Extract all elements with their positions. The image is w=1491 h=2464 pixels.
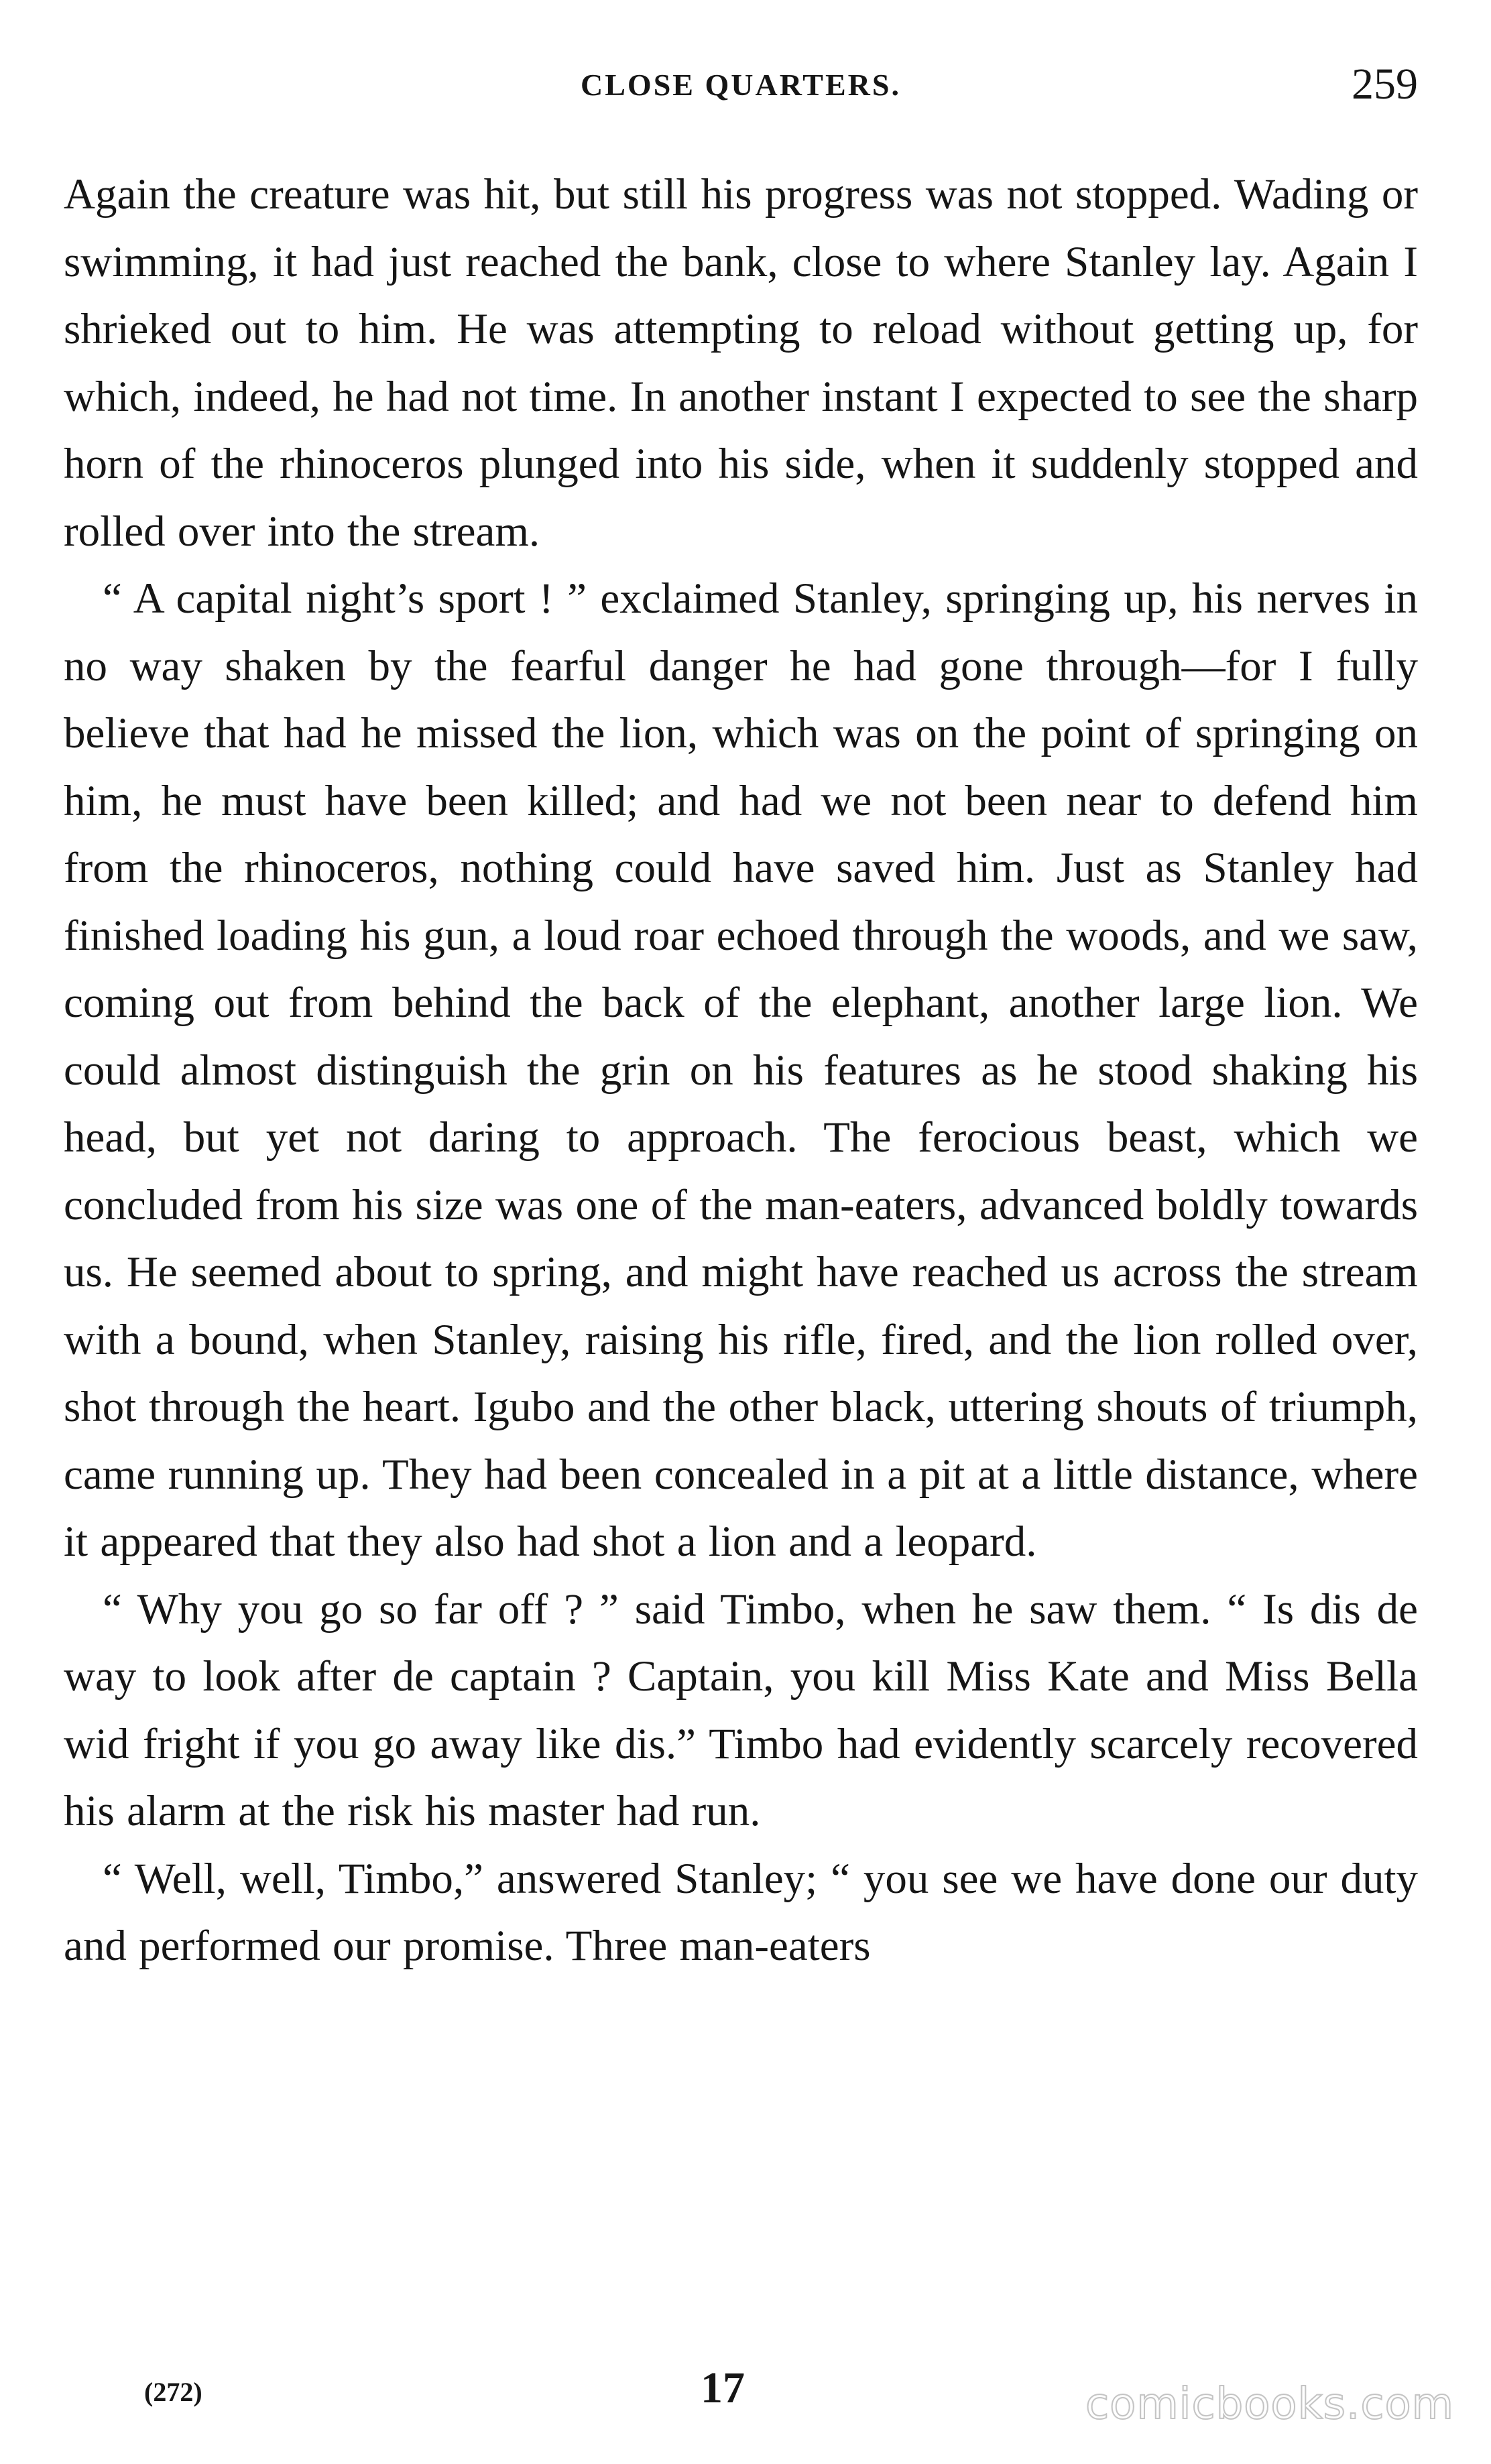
printer-signature-mark: (272) [144,2377,202,2407]
body-text [64,161,1418,1980]
running-title: CLOSE QUARTERS. [581,68,901,102]
watermark-logo: comicbooks.com [1085,2380,1454,2429]
page-number: 259 [1352,60,1418,109]
paragraph-1: Again the creature was hit, but still his progress was not stopped. Wading or swimming, it had just reached the bank, close to where Stanley lay. Again I shrieked out to him. He was attempting to reload without getting up, for which, indeed, he had not time. In another instant I expected to see the sharp horn of the rhinoceros plunged into his side, when it suddenly stopped and rolled over into the stream. [64,170,1418,556]
paragraph-2: “ A capital night’s sport ! ” exclaimed Stanley, springing up, his nerves in no way shaken by the fearful danger he had gone through—for I fully believe that had he missed the lion, which was on the point of springing on him, he must have been killed; and had we not been near to defend him from the rhinoceros, nothing could have saved him. Just as Stanley had finished loading his gun, a loud roar echoed through the woods, and we saw, coming out from behind the back of the elephant, another large lion. We could almost distinguish the grin on his features as he stood shaking his head, but yet not daring to approach. The ferocious beast, which we concluded from his size was one of the man-eaters, advanced boldly towards us. He seemed about to spring, and might have reached us across the stream with a bound, when Stanley, raising his rifle, fired, and the lion rolled over, shot through the heart. Igubo and the other black, uttering shouts of triumph, came running up. They had been concealed in a pit at a little distance, where it appeared that they also had shot a lion and a leopard. [64,574,1418,1566]
paragraph-4: “ Well, well, Timbo,” answered Stanley; “ you see we have done our duty and performed our promise. Three man-eaters [64,1854,1418,1970]
running-head [64,59,1418,119]
paragraph-3: “ Why you go so far off ? ” said Timbo, when he saw them. “ Is dis de way to look after de captain ? Captain, you kill Miss Kate and Miss Bella wid fright if you go away like dis.” Timbo had evidently scarcely recovered his alarm at the risk his master had run. [64,1585,1418,1835]
signature-number: 17 [701,2363,745,2412]
